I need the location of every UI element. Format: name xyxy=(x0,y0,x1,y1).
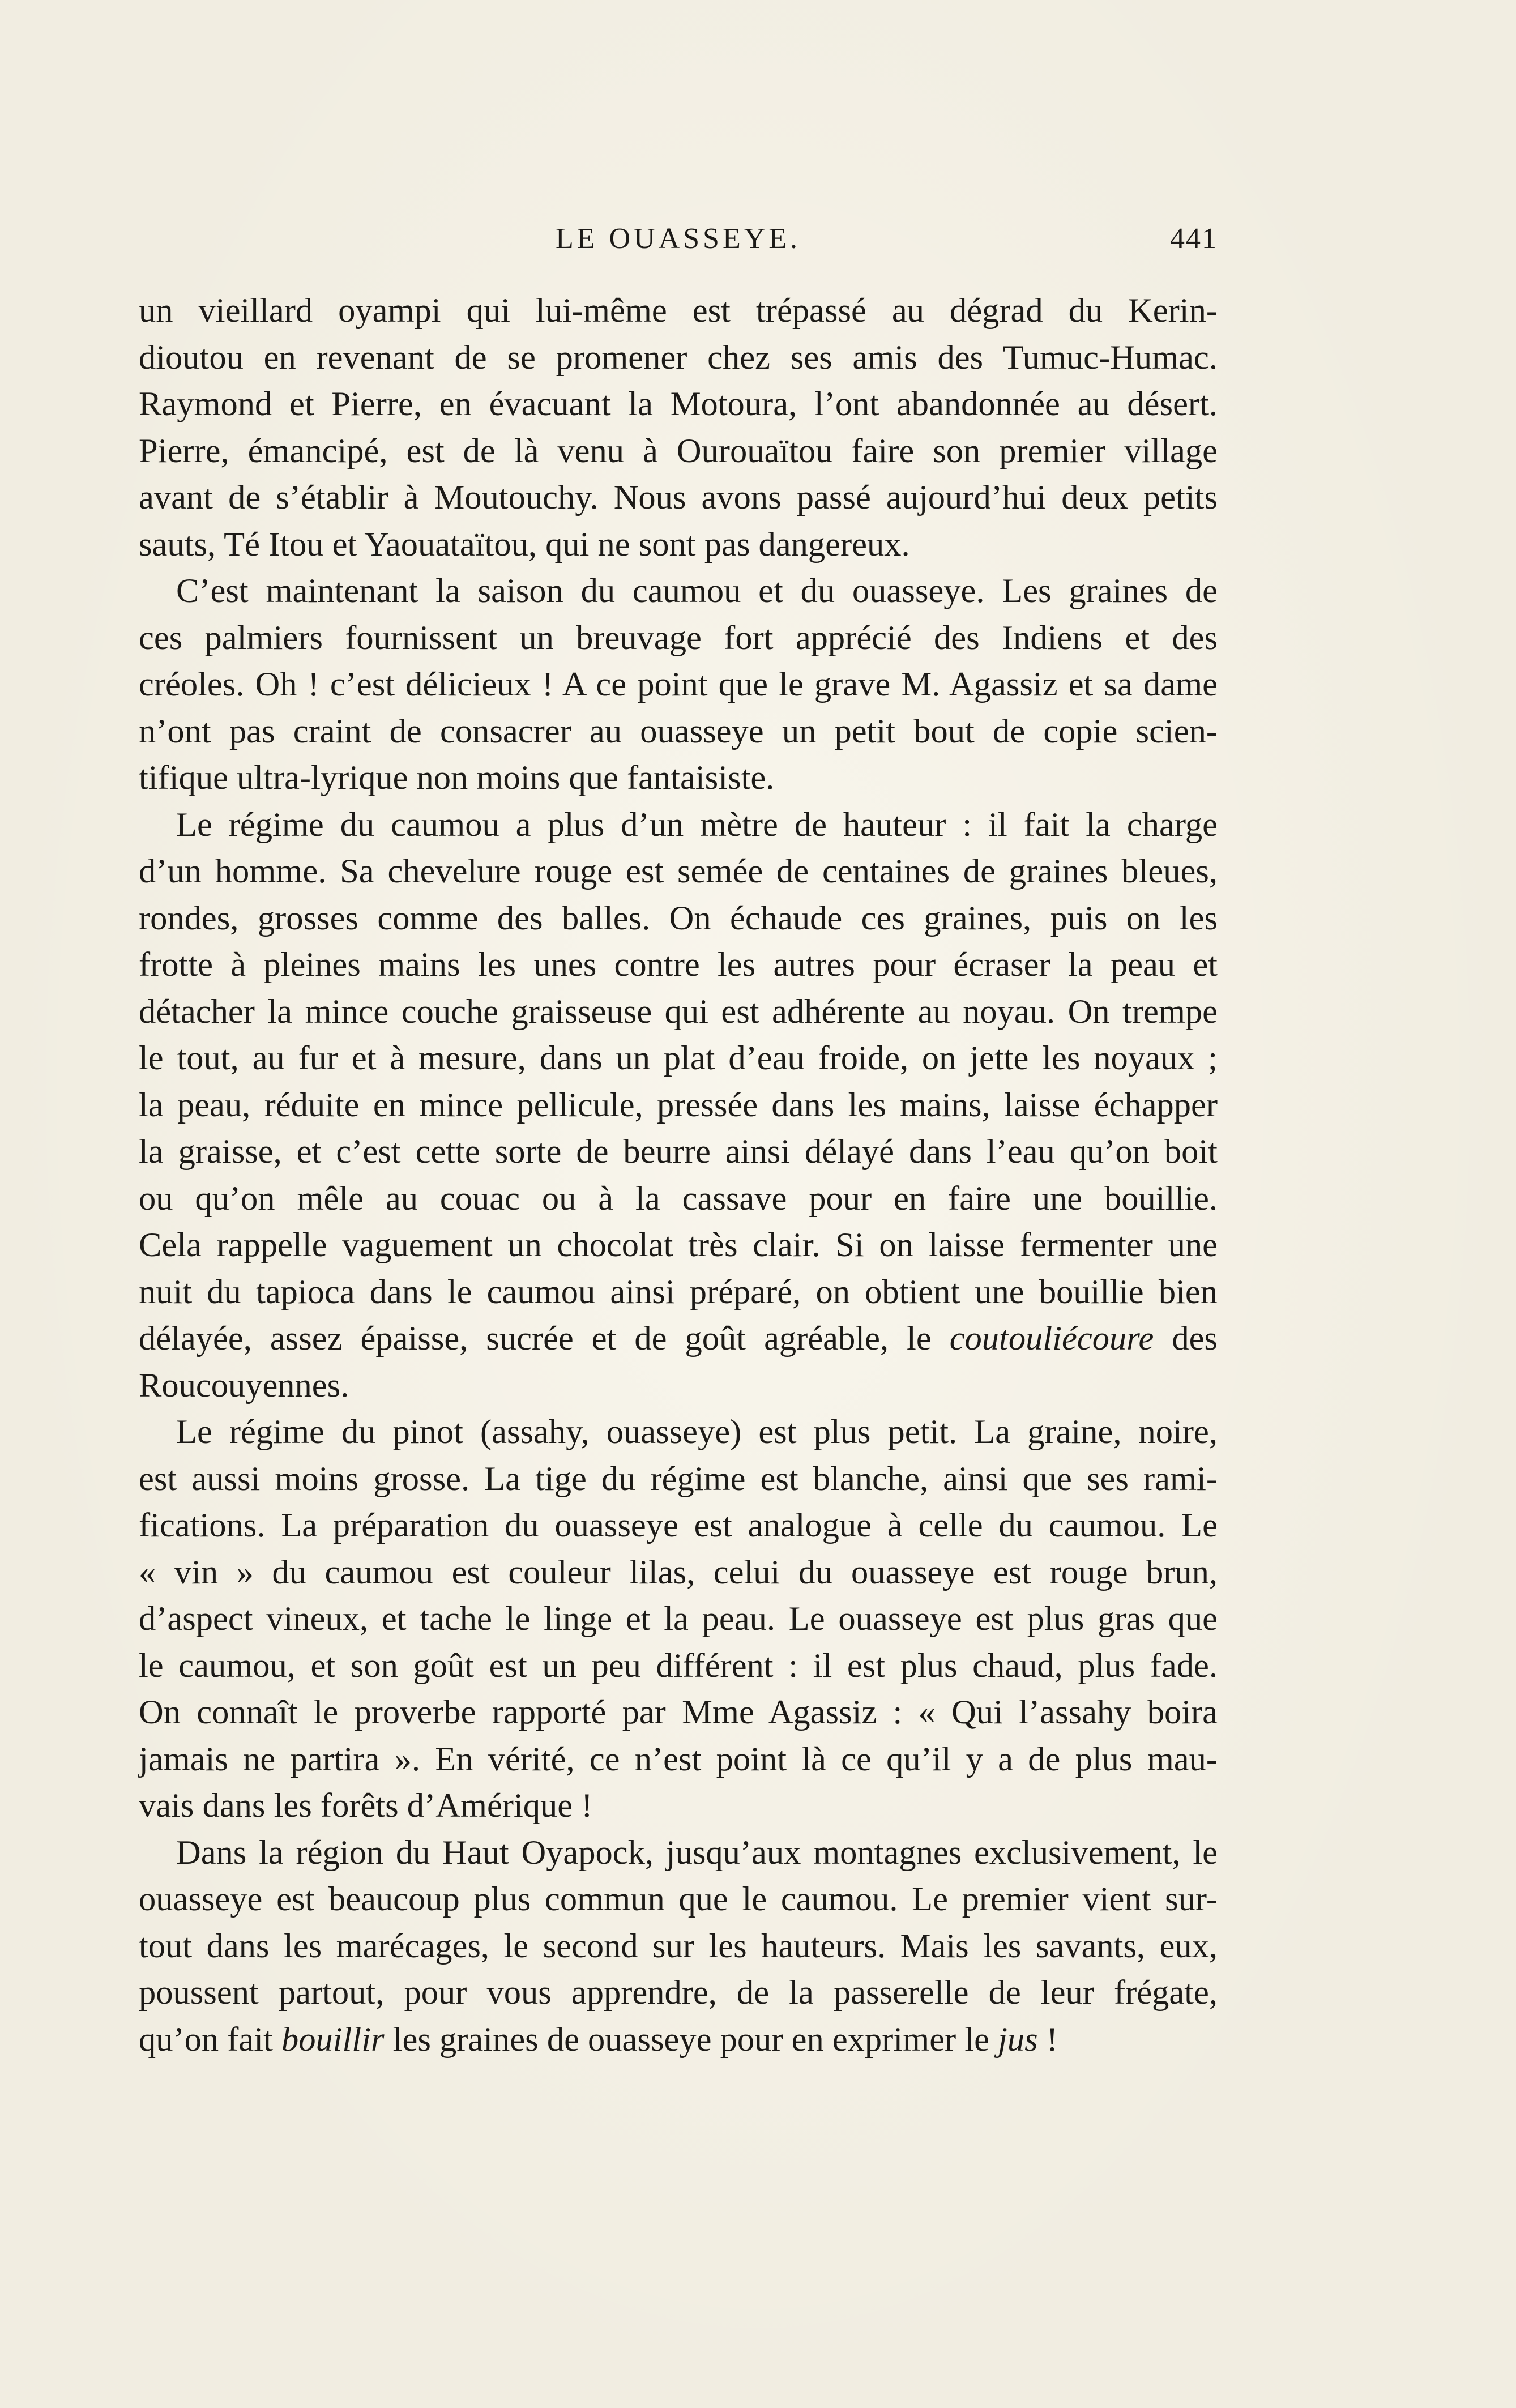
text-line: Cela rappelle vaguement un chocolat très clair. Si on laisse fermenter une xyxy=(139,1226,1218,1264)
text-line: On connaît le proverbe rapporté par Mme Agassiz : « Qui l’assahy boira xyxy=(139,1693,1218,1731)
text-line: vais dans les forêts d’Amérique ! xyxy=(139,1787,593,1825)
text-line: Le régime du pinot (assahy, ouasseye) est plus petit. La graine, noire, xyxy=(176,1413,1218,1451)
text-line xyxy=(139,1316,1218,1363)
text-line: dioutou en revenant de se promener chez ses amis des Tumuc-Humac. xyxy=(139,338,1218,377)
text-line: ouasseye est beaucoup plus commun que le caumou. Le premier vient sur- xyxy=(139,1880,1218,1918)
text-line: Le régime du caumou a plus d’un mètre de hauteur : il fait la charge xyxy=(176,805,1218,844)
text-line: n’ont pas craint de consacrer au ouasseye un petit bout de copie scien- xyxy=(139,712,1218,750)
italic-term: coutouliécoure xyxy=(949,1320,1154,1357)
text-line: la graisse, et c’est cette sorte de beurre ainsi délayé dans l’eau qu’on boit xyxy=(139,1133,1218,1171)
text-line: ces palmiers fournissent un breuvage fort apprécié des Indiens et des xyxy=(139,618,1218,657)
text-line: d’aspect vineux, et tache le linge et la peau. Le ouasseye est plus gras que xyxy=(139,1600,1218,1638)
text-line: Raymond et Pierre, en évacuant la Motoura, l’ont abandonnée au désert. xyxy=(139,385,1218,423)
text-line: rondes, grosses comme des balles. On échaude ces graines, puis on les xyxy=(139,899,1218,937)
text-line: ou qu’on mêle au couac ou à la cassave pour en faire une bouillie. xyxy=(139,1179,1218,1218)
text-line: un vieillard oyampi qui lui-même est trépassé au dégrad du Kerin- xyxy=(139,292,1218,330)
text-line: poussent partout, pour vous apprendre, de la passerelle de leur frégate, xyxy=(139,1974,1218,2012)
text-line: fications. La préparation du ouasseye est analogue à celle du caumou. Le xyxy=(139,1506,1218,1544)
text-line: tout dans les marécages, le second sur les hauteurs. Mais les savants, eux, xyxy=(139,1927,1218,1965)
running-head xyxy=(139,222,1218,267)
text-line: la peau, réduite en mince pellicule, pressée dans les mains, laisse échapper xyxy=(139,1086,1218,1124)
text-line xyxy=(139,2017,1218,2064)
text-line: est aussi moins grosse. La tige du régime est blanche, ainsi que ses rami- xyxy=(139,1459,1218,1498)
text-line: le tout, au fur et à mesure, dans un plat d’eau froide, on jette les noyaux ; xyxy=(139,1039,1218,1077)
text-line: le caumou, et son goût est un peu différent : il est plus chaud, plus fade. xyxy=(139,1646,1218,1685)
italic-term: bouillir xyxy=(281,2020,385,2059)
text-line: « vin » du caumou est couleur lilas, celui du ouasseye est rouge brun, xyxy=(139,1553,1218,1591)
text-run: des xyxy=(1154,1320,1218,1357)
text-line: tifique ultra-lyrique non moins que fantaisiste. xyxy=(139,759,775,797)
text-run: ! xyxy=(1037,2020,1058,2059)
italic-term: jus xyxy=(998,2020,1038,2059)
text-line: d’un homme. Sa chevelure rouge est semée de centaines de graines bleues, xyxy=(139,852,1218,890)
text-run: délayée, assez épaisse, sucrée et de goût agréable, le xyxy=(139,1320,950,1357)
text-run: les graines de ouasseye pour en exprimer le xyxy=(384,2020,998,2059)
text-line: nuit du tapioca dans le caumou ainsi préparé, on obtient une bouillie bien xyxy=(139,1273,1218,1311)
text-line: avant de s’établir à Moutouchy. Nous avons passé aujourd’hui deux petits xyxy=(139,479,1218,516)
text-run: qu’on fait xyxy=(139,2020,282,2059)
text-line: jamais ne partira ». En vérité, ce n’est point là ce qu’il y a de plus mau- xyxy=(139,1740,1218,1778)
text-line: Dans la région du Haut Oyapock, jusqu’aux montagnes exclusivement, le xyxy=(176,1833,1218,1872)
body-text xyxy=(139,288,1218,2063)
text-line: sauts, Té Itou et Yaouataïtou, qui ne sont pas dangereux. xyxy=(139,525,910,563)
text-line: détacher la mince couche graisseuse qui est adhérente au noyau. On trempe xyxy=(139,992,1218,1031)
text-line: créoles. Oh ! c’est délicieux ! A ce point que le grave M. Agassiz et sa dame xyxy=(139,665,1218,703)
text-line: frotte à pleines mains les unes contre les autres pour écraser la peau et xyxy=(139,946,1218,984)
page-number: 441 xyxy=(1170,223,1218,255)
text-line: Pierre, émancipé, est de là venu à Ourouaïtou faire son premier village xyxy=(139,432,1218,470)
text-line: Roucouyennes. xyxy=(139,1366,349,1404)
text-line: C’est maintenant la saison du caumou et du ouasseye. Les graines de xyxy=(176,572,1218,610)
running-title: LE OUASSEYE. xyxy=(555,223,801,255)
